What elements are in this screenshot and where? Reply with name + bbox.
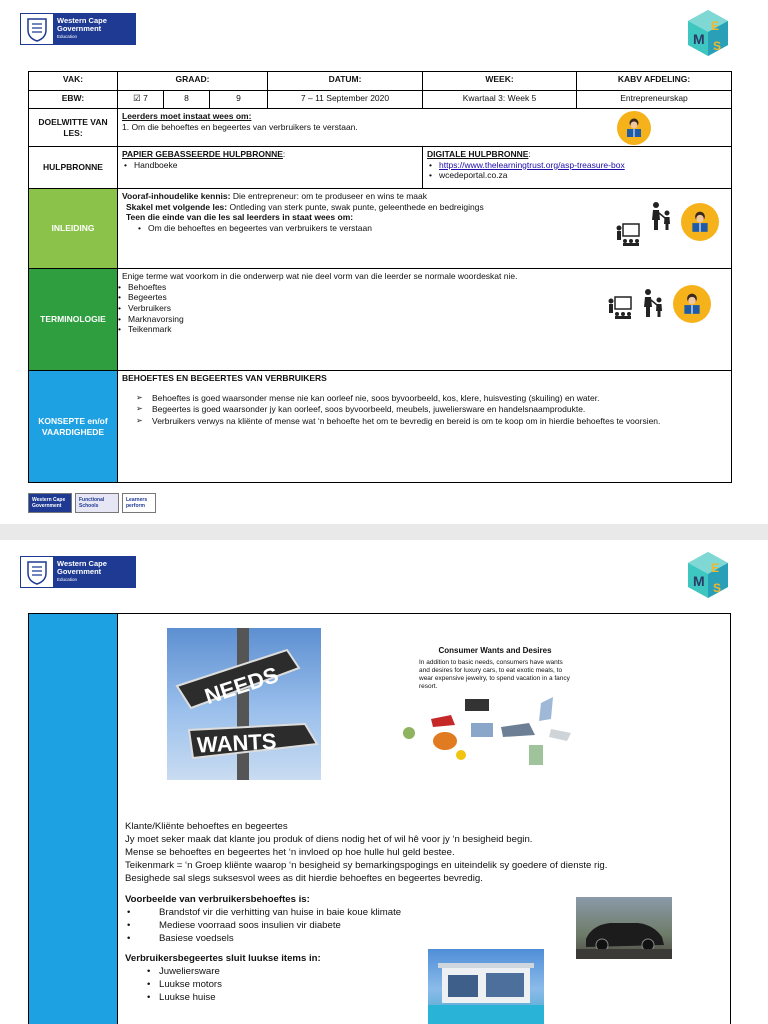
terminology-intro: Enige terme wat voorkom in die onderwerp wat nie deel vorm van die leerder se normale woordeskat nie. xyxy=(122,271,518,281)
svg-text:S: S xyxy=(713,581,722,595)
needs-item: • Mediese voorraad soos insulien vir diabete xyxy=(125,920,725,933)
prior-knowledge-text: Die entrepreneur: om te produseer en wins te maak xyxy=(230,191,428,201)
header-vak: VAK: xyxy=(29,72,118,91)
paragraph-line: Besighede sal slegs suksesvol wees as dit hierdie behoeftes en begeertes bevredig. xyxy=(125,872,483,884)
svg-text:M: M xyxy=(693,31,705,47)
wcg-logo-page2 xyxy=(20,556,136,588)
consumer-wants-image xyxy=(401,646,589,796)
consumer-wants-text: In addition to basic needs, consumers have wants and desires for luxury cars, to eat exotic meals, to wear expensive jewelry, to spend vacation in a fancy resort. xyxy=(419,658,570,691)
parent-child-icon xyxy=(649,201,673,234)
term-item: • Behoeftes xyxy=(116,282,727,293)
reading-child-icon xyxy=(617,111,651,145)
needs-item: • Basiese voedsels xyxy=(125,933,725,946)
inleiding-label: INLEIDING xyxy=(29,189,118,269)
header-week: WEEK: xyxy=(423,72,577,91)
wcg-title-p2: Western Cape xyxy=(57,559,107,568)
wcg-title-2: Government xyxy=(57,23,102,33)
mes-logo-icon-2 xyxy=(684,550,732,604)
lesson-plan-table: VAK: GRAAD: DATUM: WEEK: KABV AFDELING: EBW: ☑ 7 8 9 7 – 11 September 2020 Kwartaal 3: Week 5 Entrepreneurskap DOELWITTE VAN LES: Leerders moet instaat wees om: 1. Om die behoeftes en begeertes van verbruikers te verstaan. HULPBRONNE PAPIER GEBASSEERDE HULPBRONNE: • Handboeke DIGITALE HULPBRONNE: • https://www.thelearningtrust.org/asp-treasure-box • wcedeportal.co.za INLEIDING Vooraf-inhoudelike kennis: Die entrepreneur: om te produseer en wins te maak Skakel met volgende les: Ontleding van sterk punte, swak punte, geleenthede en bedreigings Teen die einde van die les sal leerders in staat wees om: • Om die behoeftes en begeertes van verbruikers te verstaan TERMINOLOGIE Enige terme wat voorkom in die onderwerp wat nie deel vorm van die leerder se normale woordeskat nie. • Behoeftes • Begeertes • Verbruikers • Marknavorsing • Teikenmark KONSEPTE en/of VAARDIGHEDE BEHOEFTES EN BEGEERTES VAN VERBRUIKERS ➢ Behoeftes is goed waarsonder mense nie kan oorleef nie, soos byvoorbeeld, kos, klere, huisvesting (skuiling) en water. ➢ Begeertes is goed waarsonder jy kan oorleef, soos byvoorbeeld, meubels, juweliersware en handelsnaamprodukte. ➢ Verbruikers verwys na kliënte of mense wat ‘n behoefte het om te bevredig en bereid is om te koop om in hierdie behoeftes te voorsien. xyxy=(28,71,732,483)
footer-logos xyxy=(28,493,156,513)
learners-perform-logo: Learners perform xyxy=(122,493,156,513)
konsepte-label: KONSEPTE en/of VAARDIGHEDE xyxy=(29,371,118,483)
crest-icon-2 xyxy=(21,557,53,587)
reading-child-icon-3 xyxy=(673,285,711,323)
paragraph-line: Mense se behoeftes en begeertes het ‘n invloed op hoe hulle hul geld bestee. xyxy=(125,846,455,858)
grade-7-checkbox[interactable]: ☑ 7 xyxy=(118,91,164,109)
wcg-logo xyxy=(20,13,136,45)
wants-item: • Luukse motors xyxy=(125,979,725,992)
needs-sign-text: NEEDS xyxy=(201,661,282,710)
page-separator xyxy=(0,524,768,540)
functional-schools-logo: Functional Schools xyxy=(75,493,119,513)
grade-9: 9 xyxy=(210,91,268,109)
wants-item: • Juweliersware xyxy=(125,966,725,979)
svg-text:E: E xyxy=(711,561,720,575)
treasure-box-link[interactable]: https://www.thelearningtrust.org/asp-treasure-box xyxy=(439,159,625,170)
term-item: • Teikenmark xyxy=(116,324,727,335)
paper-resources-heading: PAPIER GEBASSEERDE HULPBRONNE xyxy=(122,149,283,159)
crest-icon xyxy=(21,14,53,44)
needs-wants-signpost-image xyxy=(167,628,321,780)
date-cell: 7 – 11 September 2020 xyxy=(268,91,423,109)
wants-examples-heading: Verbruikersbegeertes sluit luukse items in xyxy=(125,953,318,965)
needs-examples-heading: Voorbeelde van verbruikersbehoeftes is xyxy=(125,893,307,905)
grade-8: 8 xyxy=(164,91,210,109)
wcg-title-2-p2: Government xyxy=(57,566,102,576)
page2-blue-column xyxy=(29,614,118,1024)
teacher-board-icon xyxy=(615,223,641,250)
concept-item: ➢ Behoeftes is goed waarsonder mense nie kan oorleef nie, soos byvoorbeeld, kos, klere, huisvesting (skuiling) en water. xyxy=(136,393,727,404)
paragraph-line: Teikenmark = ‘n Groep kliënte waarop ‘n besigheid sy bemarkingspogings en uiteindelik sy goedere of dienste rig. xyxy=(125,859,608,871)
outcome-item: • Om die behoeftes en begeertes van verbruikers te verstaan xyxy=(136,223,727,234)
page2-table: NEEDS WANTS Consumer Wants and Desires In addition to basic needs, consumers have wants and desires for luxury cars, to eat exotic meals, to wear expensive jewelry, to spend vacation in a fancy resort. Klante/Kliënte behoeftes en begeertes Jy moet seker maak dat klante jou produk of diens nodig het of wil hê voor jy ‘n besigheid begin. Mense se behoeftes en begeertes het ‘n invloed op hoe hulle hul geld bestee. Teikenmark = ‘n Groep kliënte waarop ‘n besigheid sy bemarkingspogings en uiteindelik sy goedere of dienste rig. Besighede sal slegs suksesvol wees as dit hierdie behoeftes en begeertes bevredig. Voorbeelde van verbruikersbehoeftes is: • Brandstof vir die verhitting van huise in baie koue klimate • Mediese voorraad soos insulien vir diabete • Basiese voedsels Verbruikersbegeertes sluit luukse items in: • Juweliersware • Luukse motors • Luukse huise xyxy=(28,613,731,1024)
concept-item: ➢ Begeertes is goed waarsonder jy kan oorleef, soos byvoorbeeld, meubels, juweliersware en handelsnaamprodukte. xyxy=(136,404,727,415)
outcome-heading: Teen die einde van die les sal leerders in staat wees om: xyxy=(126,212,354,223)
wcg-subtitle-p2: Education xyxy=(57,576,78,582)
teacher-board-icon-2 xyxy=(607,296,633,323)
wants-sign-text: WANTS xyxy=(196,728,278,758)
paragraph-line: Jy moet seker maak dat klante jou produk of diens nodig het of wil hê voor jy ‘n besigheid begin. xyxy=(125,833,533,845)
week-cell: Kwartaal 3: Week 5 xyxy=(423,91,577,109)
header-graad: GRAAD: xyxy=(118,72,268,91)
doelwitte-heading: Leerders moet instaat wees om: xyxy=(122,111,252,121)
digital-resources-heading: DIGITALE HULPBRONNE xyxy=(427,149,529,159)
mes-logo-icon xyxy=(684,8,732,62)
next-lesson-label: Skakel met volgende les: xyxy=(126,201,228,212)
reading-child-icon-2 xyxy=(681,203,719,241)
svg-text:E: E xyxy=(711,19,720,33)
concepts-heading: BEHOEFTES EN BEGEERTES VAN VERBRUIKERS xyxy=(122,373,327,383)
header-kabv: KABV AFDELING: xyxy=(577,72,732,91)
wcg-title: Western Cape xyxy=(57,16,107,25)
prior-knowledge-label: Vooraf-inhoudelike kennis: xyxy=(122,191,231,201)
term-item: • Verbruikers xyxy=(116,303,727,314)
wcg-small-logo: Western Cape Government xyxy=(28,493,72,513)
section-cell: Entrepreneurskap xyxy=(577,91,732,109)
term-item: • Marknavorsing xyxy=(116,314,727,325)
wants-item: • Luukse huise xyxy=(125,992,725,1005)
wcg-subtitle: Education xyxy=(57,33,78,39)
svg-text:M: M xyxy=(693,573,705,589)
terminologie-label: TERMINOLOGIE xyxy=(29,269,118,371)
concept-item: ➢ Verbruikers verwys na kliënte of mense wat ‘n behoefte het om te bevredig en bereid is om te koop om in hierdie behoeftes te voorsien. xyxy=(136,416,727,427)
consumer-wants-title: Consumer Wants and Desires xyxy=(438,646,552,655)
paper-resource-item: • Handboeke xyxy=(122,160,418,171)
next-lesson-text: Ontleding van sterk punte, swak punte, geleenthede en bedreigings xyxy=(227,201,484,212)
svg-text:S: S xyxy=(713,39,722,53)
header-datum: DATUM: xyxy=(268,72,423,91)
parent-child-icon-2 xyxy=(641,288,665,321)
customer-needs-heading: Klante/Kliënte behoeftes en begeertes xyxy=(125,821,288,832)
needs-item: • Brandstof vir die verhitting van huise in baie koue klimate xyxy=(125,907,725,920)
wced-portal-item: • wcedeportal.co.za xyxy=(427,170,727,181)
doelwitte-item: 1. Om die behoeftes en begeertes van verbruikers te verstaan. xyxy=(122,121,358,132)
subject-cell: EBW: xyxy=(29,91,118,109)
hulpbronne-label: HULPBRONNE xyxy=(29,147,118,189)
doelwitte-label: DOELWITTE VAN LES: xyxy=(29,109,118,147)
term-item: • Begeertes xyxy=(116,292,727,303)
